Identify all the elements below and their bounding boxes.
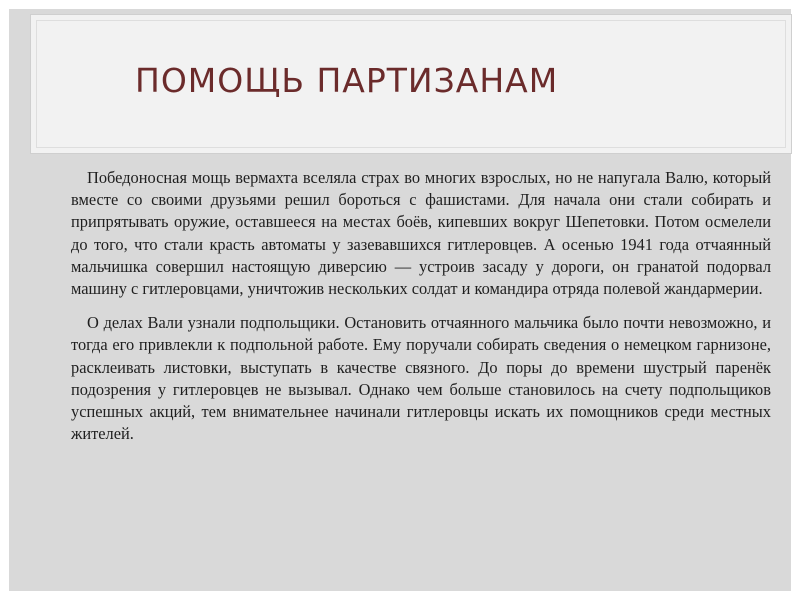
slide-body xyxy=(71,167,771,457)
slide-title: ПОМОЩЬ ПАРТИЗАНАМ xyxy=(135,61,559,100)
paragraph-1: Победоносная мощь вермахта вселяла страх во многих взрослых, но не напугала Валю, который вместе со своими друзьями решил бороться с фашистами. Для начала они стали собирать и припрятывать оружие, оставшееся на местах боёв, кипевших вокруг Шепетовки. Потом осмелели до того, что стали красть автоматы у зазевавшихся гитлеровцев. А осенью 1941 года отчаянный мальчишка совершил настоящую диверсию — устроив засаду у дороги, он гранатой подорвал машину с гитлеровцами, уничтожив нескольких солдат и командира отряда полевой жандармерии. xyxy=(71,168,771,299)
slide xyxy=(9,9,791,591)
paragraph-2: О делах Вали узнали подпольщики. Остановить отчаянного мальчика было почти невозможно, и тогда его привлекли к подпольной работе. Ему поручали собирать сведения о немецком гарнизоне, расклеивать листовки, выступать в качестве связного. До поры до времени шустрый паренёк подозрения у гитлеровцев не вызывал. Однако чем больше становилось на счету подпольщиков успешных акций, тем внимательнее начинали гитлеровцы искать их помощников среди местных жителей. xyxy=(71,313,771,444)
